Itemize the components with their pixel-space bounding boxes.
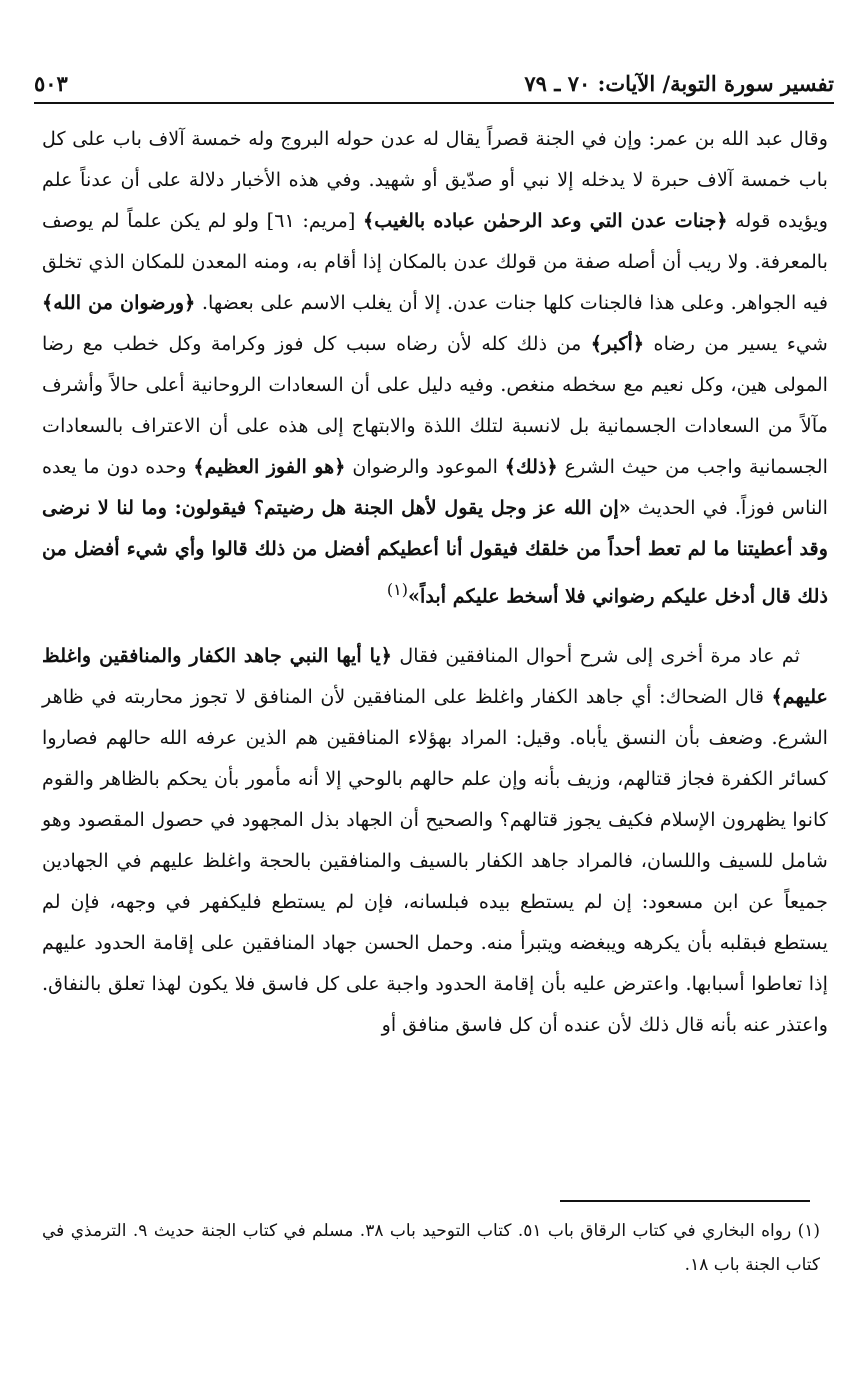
text-run: من ذلك كله لأن رضاه سبب كل فوز وكرامة وكل خطب مع رضا المولى هين، وكل نعيم مع سخطه منغص. وفيه دليل على أن السعادات الروحانية أعلى حالاً وأشرف مآلاً من السعادات الجسمانية بل لانسبة لتلك اللذة والابتهاج إلى هذه على أن الاعتراف بالسعادات الجسمانية واجب من حيث الشرع: [42, 332, 828, 478]
hadith-quote: «إن الله عز وجل يقول لأهل الجنة هل رضيتم؟ فيقولون: وما لنا لا نرضى وقد أعطيتنا ما لم تعط أحداً من خلقك فيقول أنا أعطيكم أفضل من ذلك قالوا وأي شيء أفضل من ذلك قال أدخل عليكم رضواني فلا أسخط عليكم أبداً»: [42, 496, 828, 608]
footnote-reference[interactable]: (١): [386, 580, 409, 599]
footnote-separator: [560, 1200, 810, 1202]
quran-quote: ﴿يا أيها النبي جاهد الكفار والمنافقين واغلظ عليهم﴾: [42, 644, 828, 709]
quran-quote: ﴿جنات عدن التي وعد الرحمٰن عباده بالغيب﴾: [363, 209, 728, 232]
header-rule: [34, 102, 834, 104]
page-number: ٥٠٣: [34, 71, 68, 96]
quran-quote: ﴿ورضوان من الله﴾: [42, 291, 196, 314]
text-run: الموعود والرضوان: [345, 455, 505, 478]
text-run: وقال عبد الله بن عمر: وإن في الجنة قصراً يقال له عدن حوله البروج وله خمسة آلاف باب على كل باب خمسة آلاف حبرة لا يدخله إلا نبي أو صدّيق أو شهيد. وفي هذه الأخبار دلالة على أن عدناً علم ويؤيده قوله: [42, 127, 829, 232]
running-header: [34, 56, 834, 96]
text-run: [مريم: ٦١] ولو لم يكن علماً لم يوصف بالمعرفة. ولا ريب أن أصله صفة من قولك عدن بالمكان إذا أقام به، ومنه المعدن للمكان الذي تخلق فيه الجواهر. وعلى هذا فالجنات كلها جنات عدن. إلا أن يغلب الاسم على بعضها.: [42, 209, 828, 314]
quran-quote: ﴿ذلك﴾: [504, 455, 558, 478]
quran-quote: ﴿أكبر﴾: [590, 332, 645, 355]
quran-quote: ﴿هو الفوز العظيم﴾: [193, 455, 346, 478]
text-run: ثم عاد مرة أخرى إلى شرح أحوال المنافقين فقال: [392, 644, 800, 668]
text-run: شيء يسير من رضاه: [644, 332, 828, 355]
paragraph-2: [42, 635, 828, 1045]
paragraph-1: [42, 118, 828, 616]
main-text: [42, 118, 828, 1045]
footnote-1: (١) رواه البخاري في كتاب الرقاق باب ٥١. كتاب التوحيد باب ٣٨. مسلم في كتاب الجنة حديث ٩. الترمذي في كتاب الجنة باب ١٨.: [42, 1221, 820, 1275]
footnotes: [42, 1214, 820, 1282]
header-title: تفسير سورة التوبة/ الآيات: ٧٠ ـ ٧٩: [524, 71, 834, 96]
text-run: قال الضحاك: أي جاهد الكفار واغلظ على المنافقين لأن المنافق لا تجوز محاربته في ظاهر الشرع. وضعف بأن النسق يأباه. وقيل: المراد بهؤلاء المنافقين هم الذين عرفه الله حالهم فصاروا كسائر الكفرة فجاز قتالهم، وزيف بأنه وإن علم حالهم بالوحي إلا أنه مأمور بأن يحكم بالظاهر والقوم كانوا يظهرون الإسلام فكيف يجوز قتالهم؟ والصحيح أن الجهاد بذل المجهود في حصول المقصود وهو شامل للسيف واللسان، فالمراد جاهد الكفار بالسيف والمنافقين بالحجة واغلظ عليهم في الجهادين جميعاً عن ابن مسعود: إن لم يستطع بيده فبلسانه، فإن لم يستطع فليكفهر في وجهه، فإن لم يستطع فبقلبه بأن يكرهه ويبغضه ويتبرأ منه. وحمل الحسن جهاد المنافقين على إقامة الحدود عليهم إذا تعاطوا أسبابها. واعترض عليه بأن إقامة الحدود واجبة على كل فاسق فلا يكون لهذا تعلق بالنفاق. واعتذر عنه بأنه قال ذلك لأن عنده أن كل فاسق منافق أو: [42, 685, 828, 1037]
text-run: وحده دون ما يعده الناس فوزاً. في الحديث: [42, 455, 828, 519]
